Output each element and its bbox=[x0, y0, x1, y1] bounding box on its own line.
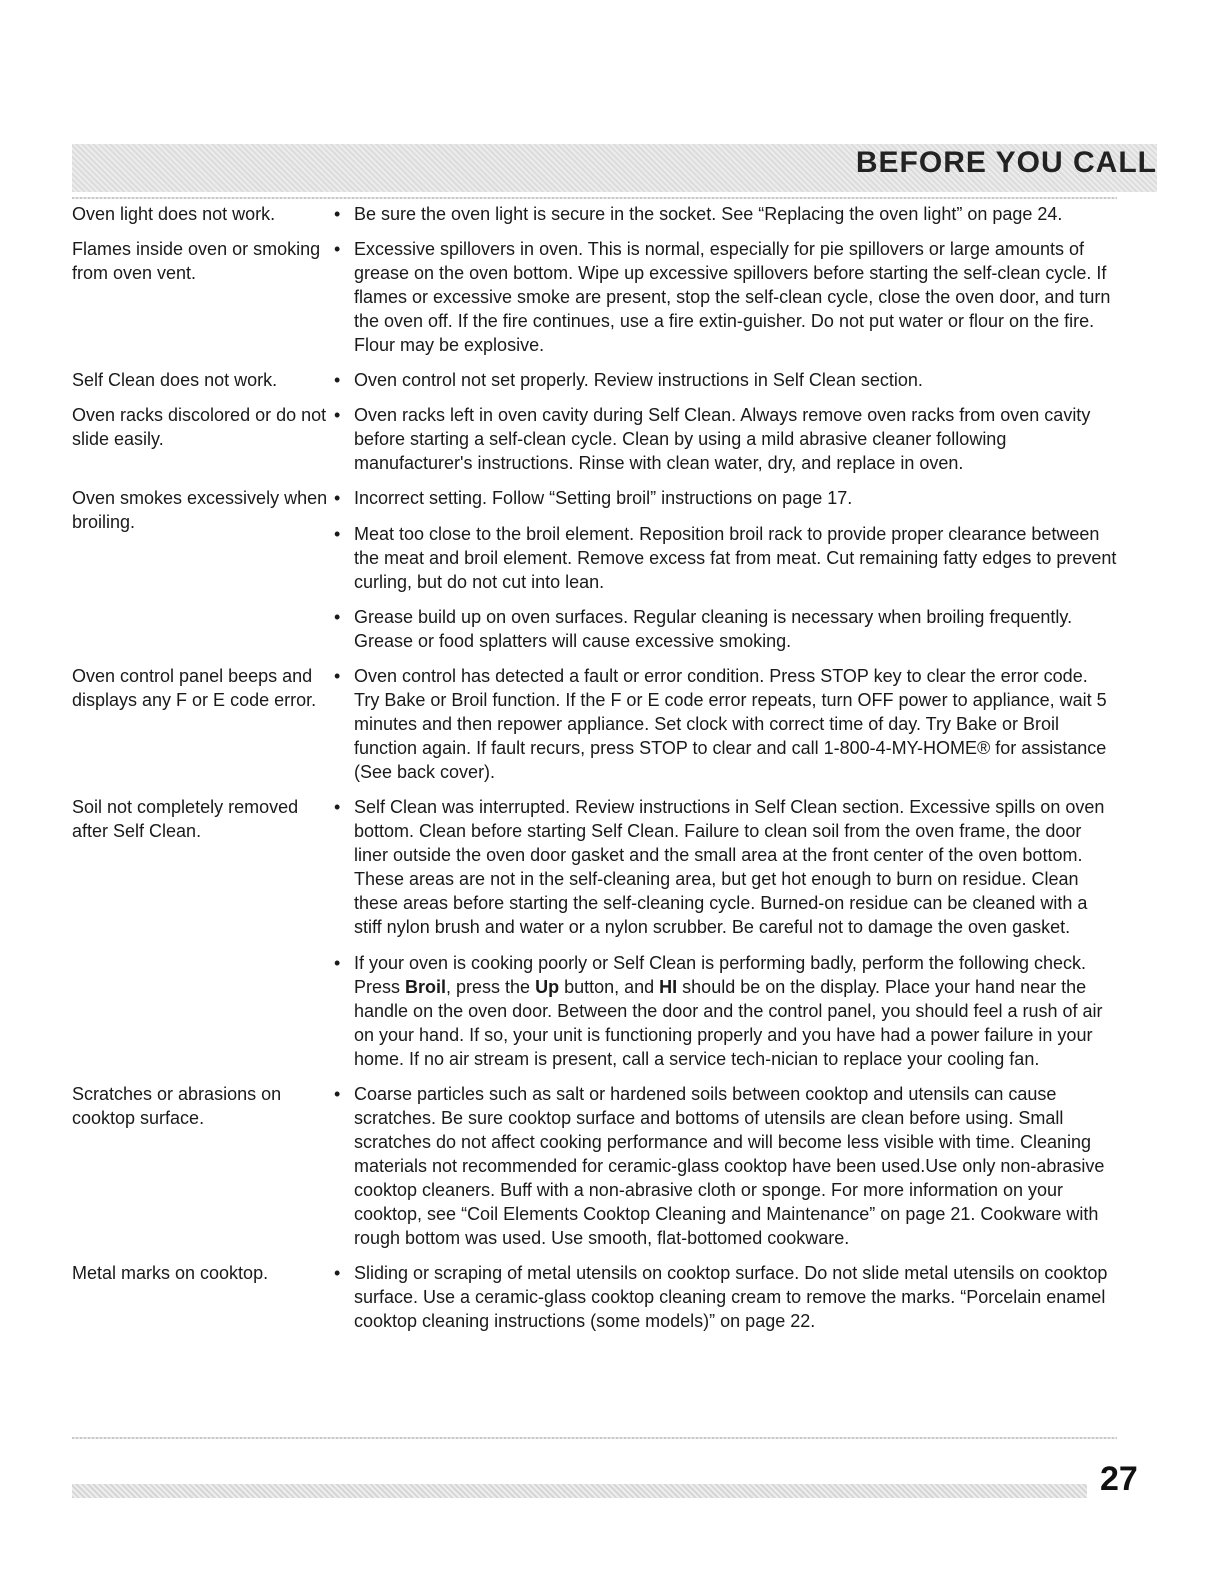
solution-list bbox=[334, 237, 1117, 357]
solution-list bbox=[334, 202, 1117, 226]
table-row bbox=[72, 1082, 1117, 1250]
troubleshooting-table bbox=[72, 202, 1117, 1333]
symptom-label: Soil not completely removed after Self Clean. bbox=[72, 797, 299, 841]
list-item bbox=[334, 1082, 1117, 1250]
footer-rule bbox=[72, 1437, 1117, 1439]
symptom-label: Oven light does not work. bbox=[72, 204, 276, 224]
solution-text: Self Clean was interrupted. Review instructions in Self Clean section. Excessive spills on oven bottom. Clean before starting Self Clean. Failure to clean soil from the oven frame, the door liner outside the oven door gasket and the small area at the front center of the oven bottom. These areas are not in the self-cleaning area, but get hot enough to burn on residue. Clean these areas before starting the self-cleaning cycle. Burned-on residue can be cleaned with a stiff nylon brush and water or a nylon scrubber. Be careful not to damage the oven gasket. bbox=[354, 797, 1105, 937]
list-item bbox=[334, 403, 1117, 475]
bullet-icon: • bbox=[334, 666, 341, 686]
bullet-icon: • bbox=[334, 524, 341, 544]
symptom-label: Scratches or abrasions on cooktop surface. bbox=[72, 1084, 282, 1128]
symptom-label: Flames inside oven or smoking from oven vent. bbox=[72, 239, 321, 283]
solution-list bbox=[334, 486, 1117, 653]
solution-text: Excessive spillovers in oven. This is normal, especially for pie spillovers or large amounts of grease on the oven bottom. Wipe up excessive spillovers before starting the self-clean cycle. If flames or excessive smoke are present, stop the self-clean cycle, close the oven door, and turn the oven off. If the fire continues, use a fire extin-guisher. Do not put water or flour on the fire. Flour may be explosive. bbox=[354, 239, 1111, 355]
list-item bbox=[334, 951, 1117, 1071]
list-item bbox=[334, 486, 1117, 510]
check-text-3: button, and bbox=[559, 977, 660, 997]
table-row bbox=[72, 202, 1117, 226]
bullet-icon: • bbox=[334, 405, 341, 425]
list-item bbox=[334, 605, 1117, 653]
list-item bbox=[334, 1261, 1117, 1333]
solution-list bbox=[334, 795, 1117, 1071]
symptom-label: Oven control panel beeps and displays any F or E code error. bbox=[72, 666, 317, 710]
list-item bbox=[334, 237, 1117, 357]
list-item bbox=[334, 202, 1117, 226]
table-row bbox=[72, 237, 1117, 357]
check-text-2: , press the bbox=[446, 977, 536, 997]
bullet-icon: • bbox=[334, 204, 341, 224]
solution-text: Coarse particles such as salt or hardened soils between cooktop and utensils can cause scratches. Be sure cooktop surface and bottoms of utensils are clean before using. Small scratches do not affect cooking performance and will become less visible with time. Cleaning materials not recommended for ceramic-glass cooktop have been used.Use only non-abrasive cooktop cleaners. Buff with a non-abrasive cloth or sponge. For more information on your cooktop, see “Coil Elements Cooktop Cleaning and Maintenance” on page 21. Cookware with rough bottom was used. Use smooth, flat-bottomed cookware. bbox=[354, 1084, 1105, 1248]
bullet-icon: • bbox=[334, 953, 341, 973]
solution-text: Oven control not set properly. Review instructions in Self Clean section. bbox=[354, 370, 923, 390]
list-item bbox=[334, 368, 1117, 392]
list-item bbox=[334, 522, 1117, 594]
table-row bbox=[72, 403, 1117, 475]
symptom-label: Self Clean does not work. bbox=[72, 370, 278, 390]
solution-list bbox=[334, 664, 1117, 784]
bullet-icon: • bbox=[334, 607, 341, 627]
symptom-label: Metal marks on cooktop. bbox=[72, 1263, 269, 1283]
hi-display-label: HI bbox=[659, 977, 678, 997]
list-item bbox=[334, 795, 1117, 939]
table-row bbox=[72, 795, 1117, 1071]
solution-text: Oven racks left in oven cavity during Self Clean. Always remove oven racks from oven cavity before starting a self-clean cycle. Clean by using a mild abrasive cleaner following manufacturer's instructions. Rinse with clean water, dry, and replace in oven. bbox=[354, 405, 1091, 473]
footer-band bbox=[72, 1484, 1087, 1498]
solution-list bbox=[334, 1261, 1117, 1333]
bullet-icon: • bbox=[334, 370, 341, 390]
page-number: 27 bbox=[1100, 1460, 1138, 1498]
solution-text: Sliding or scraping of metal utensils on cooktop surface. Do not slide metal utensils on cooktop surface. Use a ceramic-glass cooktop cleaning cream to remove the marks. “Porcelain enamel cooktop cleaning instructions (some models)” on page 22. bbox=[354, 1263, 1108, 1331]
header-rule bbox=[72, 197, 1117, 199]
solution-text: Be sure the oven light is secure in the socket. See “Replacing the oven light” on page 24. bbox=[354, 204, 1063, 224]
solution-text bbox=[354, 951, 1117, 1071]
solution-list bbox=[334, 1082, 1117, 1250]
solution-text: Meat too close to the broil element. Reposition broil rack to provide proper clearance between the meat and broil element. Remove excess fat from meat. Cut remaining fatty edges to prevent curling, but do not cut into lean. bbox=[354, 524, 1117, 592]
table-row bbox=[72, 486, 1117, 653]
table-row bbox=[72, 1261, 1117, 1333]
page-title: BEFORE YOU CALL bbox=[855, 146, 1157, 179]
check-text-4: should be on the display. Place your hand near the handle on the oven door. Between the door and the control panel, you should feel a rush of air on your hand. If so, your unit is functioning properly and you have had a power failure in your home. If no air stream is present, call a service tech-nician to replace your cooling fan. bbox=[354, 977, 1103, 1069]
bullet-icon: • bbox=[334, 1084, 341, 1104]
broil-key-label: Broil bbox=[405, 977, 447, 997]
table-row bbox=[72, 664, 1117, 784]
solution-text: Incorrect setting. Follow “Setting broil” instructions on page 17. bbox=[354, 488, 853, 508]
bullet-icon: • bbox=[334, 1263, 341, 1283]
table-row bbox=[72, 368, 1117, 392]
bullet-icon: • bbox=[334, 488, 341, 508]
solution-list bbox=[334, 403, 1117, 475]
bullet-icon: • bbox=[334, 239, 341, 259]
up-key-label: Up bbox=[535, 977, 560, 997]
list-item bbox=[334, 664, 1117, 784]
symptom-label: Oven racks discolored or do not slide easily. bbox=[72, 405, 327, 449]
symptom-label: Oven smokes excessively when broiling. bbox=[72, 488, 328, 532]
solution-text: Grease build up on oven surfaces. Regular cleaning is necessary when broiling frequently. Grease or food splatters will cause excessive smoking. bbox=[354, 607, 1073, 651]
solution-list bbox=[334, 368, 1117, 392]
check-text-1: If your oven is cooking poorly or Self Clean is performing badly, perform the following check. Press bbox=[354, 953, 1087, 997]
bullet-icon: • bbox=[334, 797, 341, 817]
solution-text: Oven control has detected a fault or error condition. Press STOP key to clear the error code. Try Bake or Broil function. If the F or E code error repeats, turn OFF power to appliance, wait 5 minutes and then repower appliance. Set clock with correct time of day. Try Bake or Broil function again. If fault recurs, press STOP to clear and call 1-800-4-MY-HOME® for assistance (See back cover). bbox=[354, 666, 1107, 782]
